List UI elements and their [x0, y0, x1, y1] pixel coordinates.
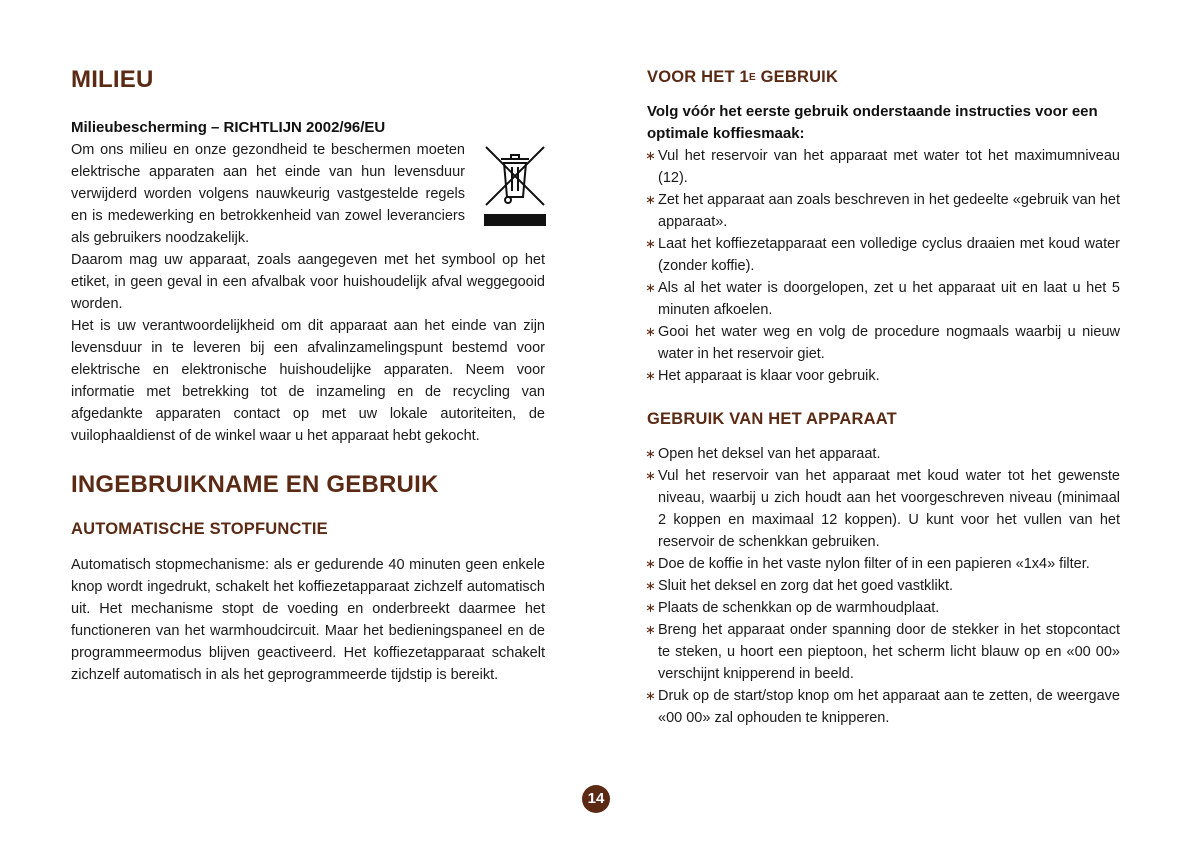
bullet-icon: ∗	[645, 578, 656, 593]
bullet-icon: ∗	[645, 236, 656, 251]
bullet-icon: ∗	[645, 688, 656, 703]
list-item: ∗ Open het deksel van het apparaat.	[647, 443, 1120, 465]
bullet-icon: ∗	[645, 556, 656, 571]
bullet-icon: ∗	[645, 446, 656, 461]
autostop-heading: AUTOMATISCHE STOPFUNCTIE	[71, 520, 328, 538]
milieu-title: MILIEU	[71, 66, 154, 93]
bullet-icon: ∗	[645, 148, 656, 163]
bullet-icon: ∗	[645, 468, 656, 483]
list-item: ∗ Breng het apparaat onder spanning door de stekker in het stopcontact te steken, u hoort een pieptoon, het scherm licht blauw op en «00 00» verschijnt knipperend in beeld.	[647, 619, 1120, 685]
use-title: INGEBRUIKNAME EN GEBRUIK	[71, 471, 439, 498]
list-item: ∗ Als al het water is doorgelopen, zet u het apparaat uit en laat u het 5 minuten afkoelen.	[647, 277, 1120, 321]
first-use-lead: Volg vóór het eerste gebruik onderstaande instructies voor een optimale koffiesmaak:	[647, 103, 1098, 142]
bullet-icon: ∗	[645, 192, 656, 207]
bullet-icon: ∗	[645, 368, 656, 383]
list-item: ∗ Gooi het water weg en volg de procedure nogmaals waarbij u nieuw water in het reservoir giet.	[647, 321, 1120, 365]
bullet-icon: ∗	[645, 600, 656, 615]
environment-paragraph-2: Daarom mag uw apparaat, zoals aangegeven met het symbool op het etiket, in geen geval in een afvalbak voor huishoudelijk afval weggegooid worden.	[71, 252, 545, 312]
list-item: ∗ Sluit het deksel en zorg dat het goed vastklikt.	[647, 575, 1120, 597]
first-use-heading: VOOR HET $1^E$ GEBRUIK	[647, 68, 839, 86]
list-item: ∗ Het apparaat is klaar voor gebruik.	[647, 365, 1120, 387]
bullet-icon: ∗	[645, 622, 656, 637]
crossed-out-wheelie-bin-icon	[484, 145, 546, 227]
list-item: ∗ Doe de koffie in het vaste nylon filter of in een papieren «1x4» filter.	[647, 553, 1120, 575]
list-item: ∗ Vul het reservoir van het apparaat met koud water tot het gewenste niveau, waarbij u zich houdt aan het voorgeschreven niveau (minimaal 2 koppen en maximaal 12 koppen). U kunt voor het vullen van het reservoir de schenkkan gebruiken.	[647, 465, 1120, 553]
list-item: ∗ Laat het koffiezetapparaat een volledige cyclus draaien met koud water (zonder koffie).	[647, 233, 1120, 277]
list-item: ∗ Vul het reservoir van het apparaat met water tot het maximumniveau (12).	[647, 145, 1120, 189]
list-item: ∗ Druk op de start/stop knop om het apparaat aan te zetten, de weergave «00 00» zal ophouden te knipperen.	[647, 685, 1120, 729]
environment-paragraph-1: Om ons milieu en onze gezondheid te beschermen moeten elektrische apparaten aan het einde van hun levensduur verwijderd worden volgens nauwkeurig vastgestelde regels en is medewerking en betrokkenheid van zowel leveranciers als gebruikers noodzakelijk.	[71, 142, 465, 246]
bullet-icon: ∗	[645, 324, 656, 339]
page-number: 14	[582, 785, 610, 813]
first-use-steps	[647, 145, 1120, 387]
usage-steps	[647, 443, 1120, 729]
usage-heading: GEBRUIK VAN HET APPARAAT	[647, 410, 897, 428]
environment-subheading: Milieubescherming – RICHTLIJN 2002/96/EU	[71, 119, 386, 136]
environment-paragraph-3: Het is uw verantwoordelijkheid om dit apparaat aan het einde van zijn levensduur in te leveren bij een afvalinzamelingspunt bestemd voor elektrische en elektronische huishoudelijke apparaten. Neem voor informatie met betrekking tot de inzameling en de recycling van afgedankte apparaten contact op met uw lokale autoriteiten, de vuilophaaldienst of de winkel waar u het apparaat hebt gekocht.	[71, 318, 545, 444]
autostop-paragraph: Automatisch stopmechanisme: als er gedurende 40 minuten geen enkele knop wordt ingedrukt, schakelt het koffiezetapparaat zichzelf automatisch uit. Het mechanisme stopt de voeding en onderbreekt daarmee het functioneren van het warmhoudcircuit. Maar het bedieningspaneel en de programmeermodus blijven geactiveerd. Het koffiezetapparaat schakelt zichzelf automatisch in als het geprogrammeerde tijdstip is bereikt.	[71, 557, 545, 683]
list-item: ∗ Zet het apparaat aan zoals beschreven in het gedeelte «gebruik van het apparaat».	[647, 189, 1120, 233]
bullet-icon: ∗	[645, 280, 656, 295]
list-item: ∗ Plaats de schenkkan op de warmhoudplaat.	[647, 597, 1120, 619]
